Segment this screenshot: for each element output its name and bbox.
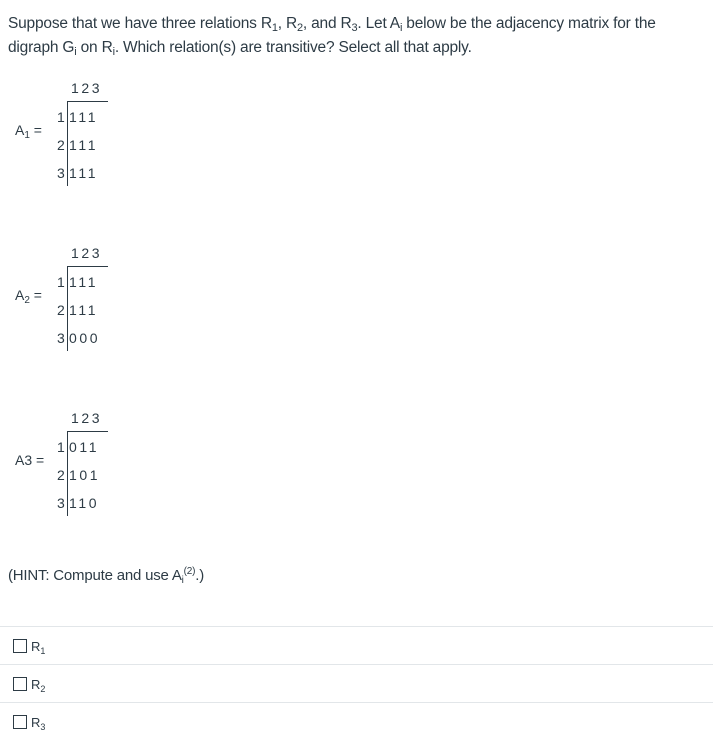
matrix-label: A3 =: [15, 452, 45, 468]
row-values: 111: [69, 109, 99, 125]
row-label: 1: [57, 439, 65, 455]
row-values: 000: [69, 330, 101, 346]
matrix-top-rule: [68, 431, 108, 432]
answer-label: $R_1$: [31, 638, 46, 656]
answer-divider: [0, 664, 713, 665]
checkbox-r3[interactable]: [13, 715, 27, 729]
checkbox-r1[interactable]: [13, 639, 27, 653]
checkbox-r2[interactable]: [13, 677, 27, 691]
matrix-vertical-rule: [67, 101, 68, 186]
question-text: Suppose that we have three relations $R_1$, $R_2$, and $R_3$. Let $A_i$ below be the adjacency matrix for the digraph $G_i$ on $R_i$. Which relation(s) are transitive? Select all that apply.: [8, 15, 656, 58]
matrix-top-rule: [68, 266, 108, 267]
matrix-a1: [0, 80, 200, 210]
matrix-vertical-rule: [67, 431, 68, 516]
matrix-column-header: 123: [71, 245, 103, 261]
row-values: 110: [69, 495, 100, 511]
row-values: 111: [69, 274, 99, 290]
matrix-top-rule: [68, 101, 108, 102]
matrix-label: $A_1$ =: [15, 122, 42, 141]
answer-label: $R_3$: [31, 714, 46, 732]
row-label: 2: [57, 467, 65, 483]
row-label: 2: [57, 137, 65, 153]
matrix-column-header: 123: [71, 410, 103, 426]
row-label: 1: [57, 109, 65, 125]
answer-divider: [0, 626, 713, 627]
answer-option-r2[interactable]: [13, 674, 45, 694]
row-label: 3: [57, 495, 65, 511]
row-label: 3: [57, 165, 65, 181]
answer-option-r3[interactable]: [13, 712, 45, 732]
matrix-a3: [0, 410, 200, 540]
matrix-column-header: 123: [71, 80, 103, 96]
row-values: 111: [69, 137, 99, 153]
answer-option-r1[interactable]: [13, 636, 45, 656]
row-label: 1: [57, 274, 65, 290]
answer-divider: [0, 702, 713, 703]
row-values: 011: [69, 439, 100, 455]
hint-text: (HINT: Compute and use $A_i^{(2)}$.): [8, 566, 205, 586]
row-label: 3: [57, 330, 65, 346]
matrix-label: $A_2$ =: [15, 287, 42, 306]
answer-label: $R_2$: [31, 676, 46, 694]
row-values: 111: [69, 165, 99, 181]
matrix-a2: [0, 245, 200, 375]
row-values: 101: [69, 467, 101, 483]
matrix-vertical-rule: [67, 266, 68, 351]
row-label: 2: [57, 302, 65, 318]
row-values: 111: [69, 302, 99, 318]
